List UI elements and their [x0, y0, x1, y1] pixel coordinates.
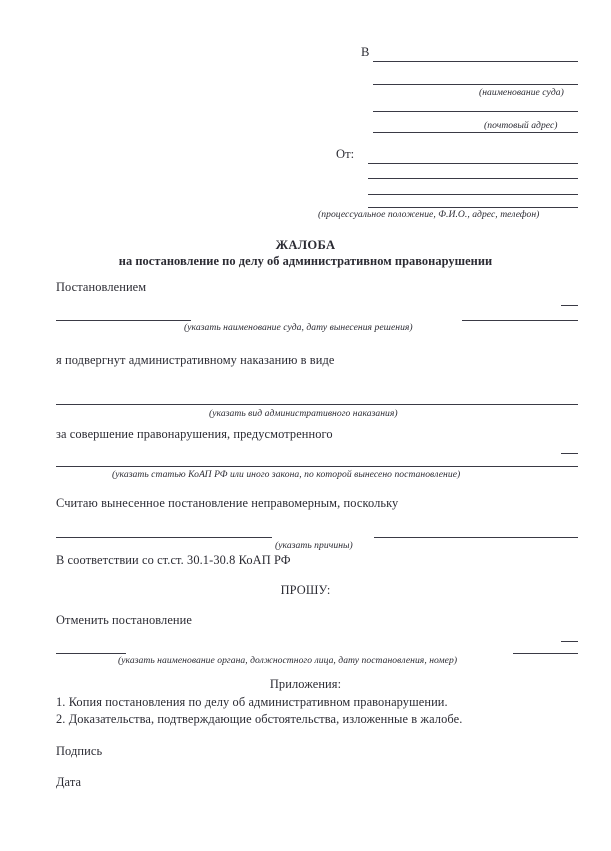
sender-line-1[interactable]: [368, 163, 578, 164]
date-label[interactable]: Дата: [56, 775, 82, 789]
caption-koap-article: (указать статью КоАП РФ или иного закона, по которой вынесено постановление): [112, 469, 461, 480]
attachments-heading: Приложения:: [269, 677, 342, 691]
offence-field-line[interactable]: [56, 466, 578, 467]
attachments-item: 1. Копия постановления по делу об административном правонарушении.: [56, 695, 448, 709]
attachments-item: 2. Доказательства, подтверждающие обстоятельства, изложенные в жалобе.: [56, 712, 463, 726]
caption-penalty-type: (указать вид административного наказания): [209, 408, 398, 419]
sender-label: От:: [336, 147, 355, 161]
decision-field-line-left[interactable]: [56, 320, 191, 321]
request-field-line-left[interactable]: [56, 653, 126, 654]
sender-line-2[interactable]: [368, 178, 578, 179]
body-line-penalty: я подвергнут административному наказанию в виде: [56, 353, 335, 367]
body-line-grounds: Считаю вынесенное постановление неправомерным, поскольку: [56, 496, 399, 510]
request-field-dash[interactable]: [561, 641, 578, 642]
addressee-line-1[interactable]: [373, 61, 578, 62]
decision-field-line-right[interactable]: [462, 320, 578, 321]
request-heading: ПРОШУ:: [280, 583, 331, 597]
caption-reasons: (указать причины): [275, 540, 353, 551]
addressee-line-4[interactable]: [373, 132, 578, 133]
addressee-line-3[interactable]: [373, 111, 578, 112]
grounds-field-line-left[interactable]: [56, 537, 272, 538]
sender-line-4[interactable]: [368, 207, 578, 208]
sender-caption: (процессуальное положение, Ф.И.О., адрес, телефон): [318, 209, 540, 220]
request-field-line-right[interactable]: [513, 653, 578, 654]
caption-authority-and-number: (указать наименование органа, должностного лица, дату постановления, номер): [118, 655, 458, 666]
body-line-legal-basis: В соответствии со ст.ст. 30.1-30.8 КоАП РФ: [56, 553, 291, 567]
signature-label[interactable]: Подпись: [56, 744, 103, 758]
request-item-cancel: Отменить постановление: [56, 613, 192, 627]
grounds-field-line-right[interactable]: [374, 537, 578, 538]
addressee-caption-address: (почтовый адрес): [484, 120, 558, 131]
sender-line-3[interactable]: [368, 194, 578, 195]
page-title: ЖАЛОБА: [275, 238, 336, 252]
offence-field-dash[interactable]: [561, 453, 578, 454]
body-line-offence: за совершение правонарушения, предусмотренного: [56, 427, 333, 441]
page-subtitle: на постановление по делу об административном правонарушении: [118, 254, 493, 268]
caption-court-and-date: (указать наименование суда, дату вынесения решения): [184, 322, 413, 333]
decision-field-dash[interactable]: [561, 305, 578, 306]
penalty-field-line[interactable]: [56, 404, 578, 405]
addressee-line-2[interactable]: [373, 84, 578, 85]
body-line-decision: Постановлением: [56, 280, 147, 294]
addressee-label: В: [361, 45, 370, 59]
addressee-caption-court: (наименование суда): [479, 87, 564, 98]
